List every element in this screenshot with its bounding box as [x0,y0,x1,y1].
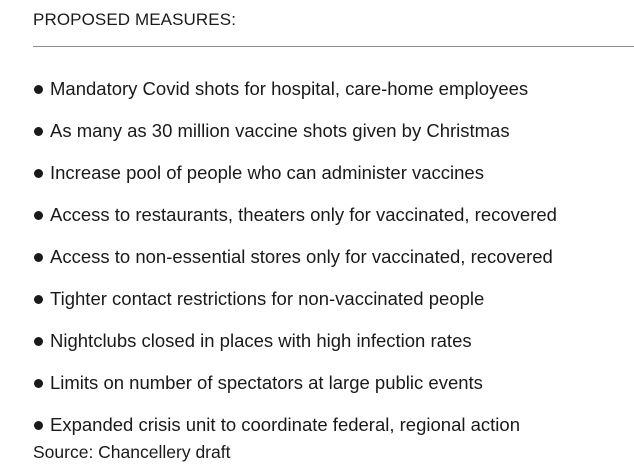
source-note: Source: Chancellery draft [33,442,231,462]
list-item [33,278,557,320]
list-item [33,110,557,152]
bullet-icon [34,211,43,220]
list-item-text: Increase pool of people who can administer vaccines [50,162,484,183]
bullet-icon [34,379,43,388]
list-item [33,194,557,236]
list-item-text: Access to restaurants, theaters only for vaccinated, recovered [50,204,557,225]
bullet-icon [34,169,43,178]
heading-divider [33,46,634,47]
list-item-text: As many as 30 million vaccine shots given by Christmas [50,120,510,141]
list-item [33,68,557,110]
bullet-icon [34,85,43,94]
list-item-text: Access to non-essential stores only for vaccinated, recovered [50,246,553,267]
bullet-icon [34,127,43,136]
list-item [33,320,557,362]
list-item [33,152,557,194]
section-heading: PROPOSED MEASURES: [33,10,237,29]
list-item-text: Nightclubs closed in places with high infection rates [50,330,472,351]
list-item [33,362,557,404]
bullet-icon [34,421,43,430]
measures-list [33,68,557,446]
list-item-text: Expanded crisis unit to coordinate federal, regional action [50,414,520,435]
list-item-text: Mandatory Covid shots for hospital, care-home employees [50,78,529,99]
list-item [33,236,557,278]
bullet-icon [34,253,43,262]
list-item-text: Limits on number of spectators at large public events [50,372,483,393]
bullet-icon [34,337,43,346]
list-item-text: Tighter contact restrictions for non-vaccinated people [50,288,485,309]
bullet-icon [34,295,43,304]
